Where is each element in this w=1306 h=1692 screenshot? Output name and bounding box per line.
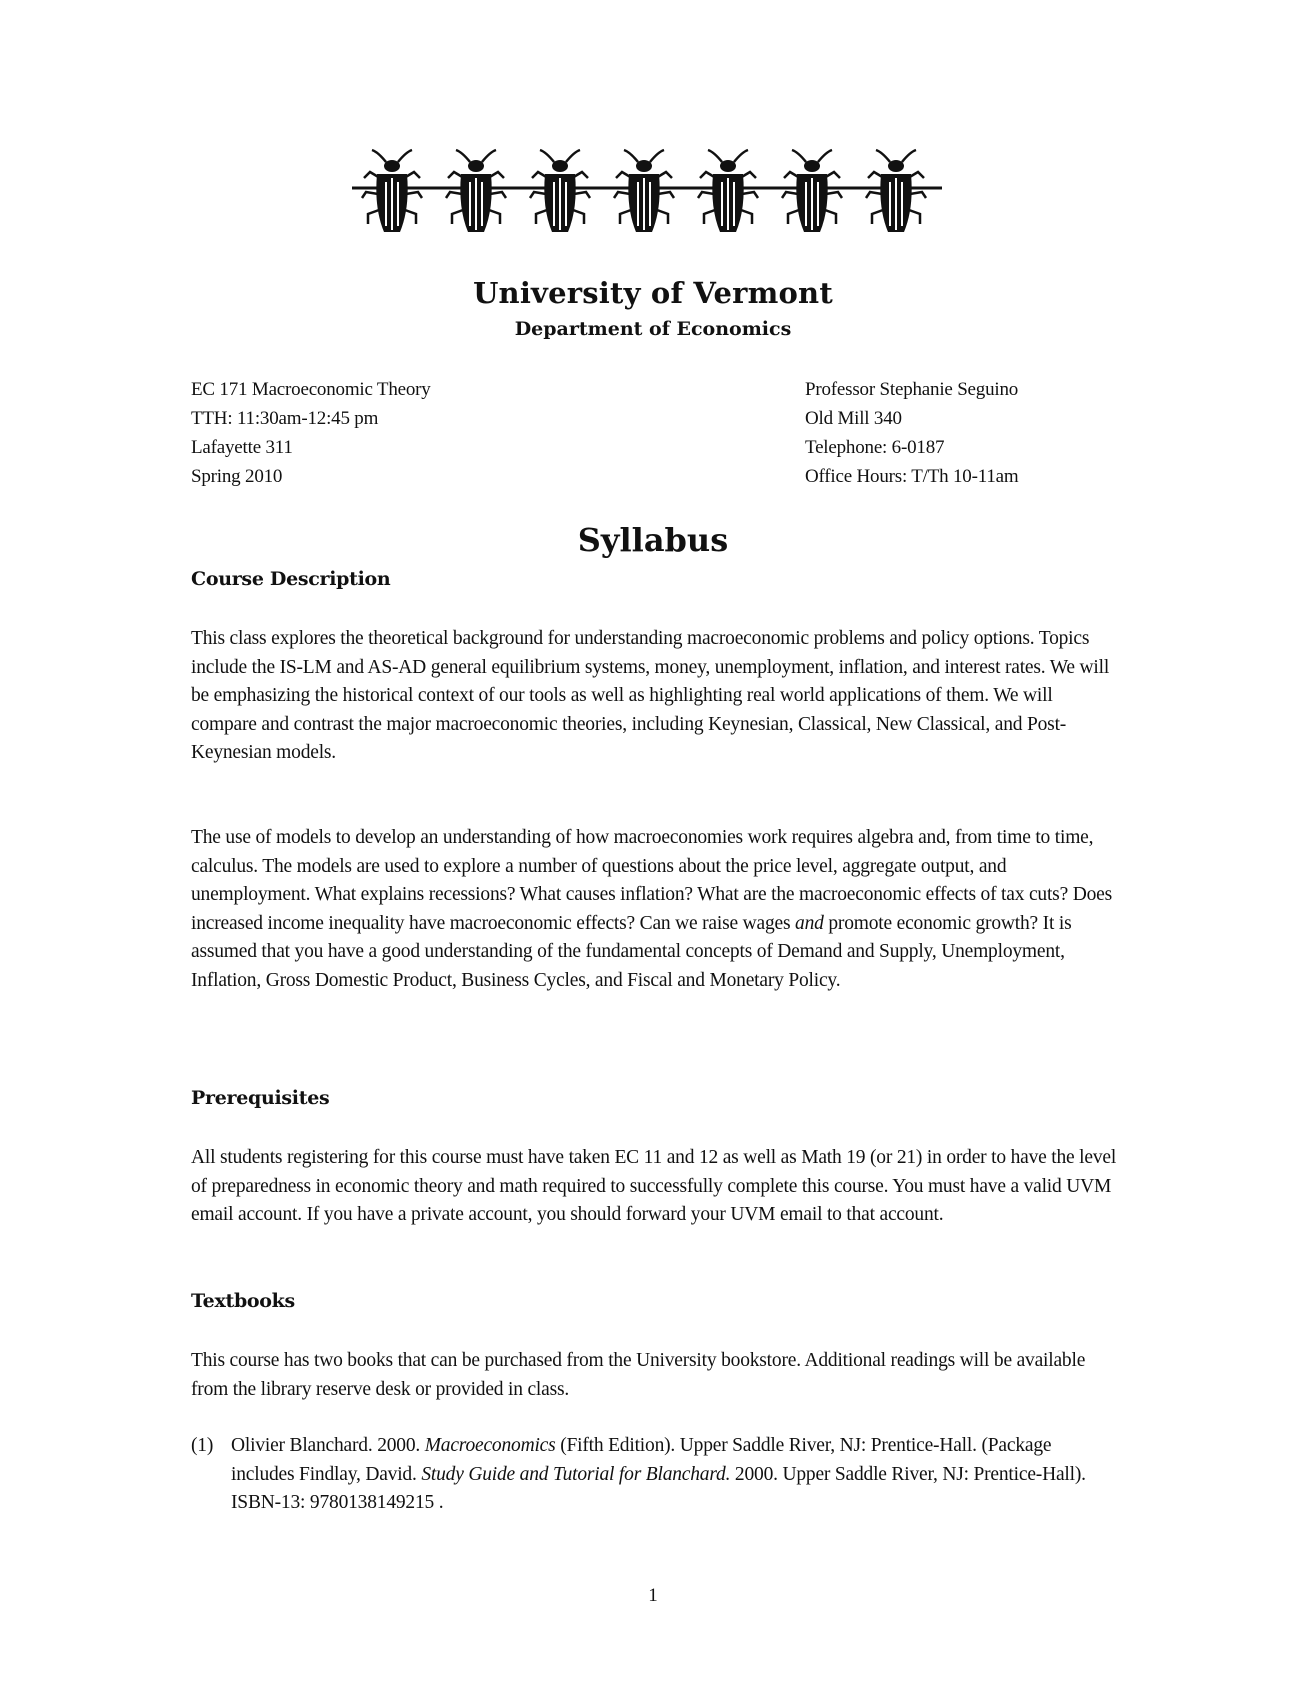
- book-title: Study Guide and Tutorial for Blanchard.: [421, 1463, 731, 1485]
- course-term: Spring 2010: [191, 466, 283, 487]
- textbooks-heading: Textbooks: [191, 1290, 295, 1312]
- book-title: Macroeconomics: [424, 1435, 556, 1456]
- beetle-icon: [698, 150, 758, 232]
- department-name: Department of Economics: [514, 318, 792, 340]
- emphasis-text: and: [795, 912, 824, 934]
- beetle-icon: [446, 150, 506, 232]
- beetle-icon: [530, 150, 590, 232]
- office-location: Old Mill 340: [805, 408, 902, 429]
- beetle-ornament-banner: [352, 148, 942, 258]
- beetle-icon: [866, 150, 926, 232]
- course-description-heading: Course Description: [191, 568, 391, 590]
- beetle-icon: [782, 150, 842, 232]
- textbook-citation: [231, 1432, 1111, 1518]
- paragraph-text: promote economic growth? It is assumed that you have a good understanding of the fundamental concepts of Demand and Supply, Unemployment, Inflation, Gross Domestic Product, Business Cycles, and Fiscal and Monetary Policy.: [191, 912, 1072, 991]
- telephone: Telephone: 6-0187: [805, 437, 945, 458]
- university-name: University of Vermont: [473, 276, 833, 310]
- course-description-paragraph-1: This class explores the theoretical background for understanding macroeconomic problems and policy options. Topics include the IS-LM and AS-AD general equilibrium systems, money, unemployment, inflation, and interest rates. We will be emphasizing the historical context of our tools as well as highlighting real world applications of them. We will compare and contrast the major macroeconomic theories, including Keynesian, Classical, New Classical, and Post-Keynesian models.: [191, 628, 1110, 763]
- beetle-icon: [362, 150, 422, 232]
- citation-text: 2000. Upper Saddle River, NJ: Prentice-Hall). ISBN-13: 9780138149215 .: [231, 1463, 1086, 1513]
- prerequisites-paragraph: All students registering for this course must have taken EC 11 and 12 as well as Math 19 (or 21) in order to have the level of preparedness in economic theory and math required to successfully complete this course. You must have a valid UVM email account. If you have a private account, you should forward your UVM email to that account.: [191, 1147, 1117, 1225]
- office-hours: Office Hours: T/Th 10-11am: [805, 466, 1019, 487]
- textbook-item-number: (1): [191, 1435, 214, 1456]
- citation-text: Olivier Blanchard. 2000.: [231, 1435, 425, 1456]
- course-info-right: [805, 375, 1018, 491]
- citation-text: (Fifth Edition). Upper Saddle River, NJ: Prentice-Hall. (Package includes Findlay, David.: [231, 1435, 1052, 1485]
- textbooks-paragraph: This course has two books that can be purchased from the University bookstore. Additional readings will be available from the library reserve desk or provided in class.: [191, 1350, 1086, 1400]
- course-time: TTH: 11:30am-12:45 pm: [191, 408, 379, 429]
- beetle-icon: [614, 150, 674, 232]
- page-title: Syllabus: [577, 521, 729, 559]
- page-number: 1: [648, 1585, 658, 1606]
- course-info-left: [191, 375, 431, 491]
- professor-name: Professor Stephanie Seguino: [805, 379, 1019, 400]
- prerequisites-heading: Prerequisites: [191, 1087, 330, 1109]
- paragraph-text: The use of models to develop an understanding of how macroeconomies work requires algebra and, from time to time, calculus. The models are used to explore a number of questions about the price level, aggregate output, and unemployment. What explains recessions? What causes inflation? What are the macroeconomic effects of tax cuts? Does increased income inequality have macroeconomic effects? Can we raise wages: [191, 827, 1112, 934]
- course-description-paragraph-2: [191, 824, 1121, 995]
- course-name: EC 171 Macroeconomic Theory: [191, 379, 431, 400]
- course-room: Lafayette 311: [191, 437, 293, 458]
